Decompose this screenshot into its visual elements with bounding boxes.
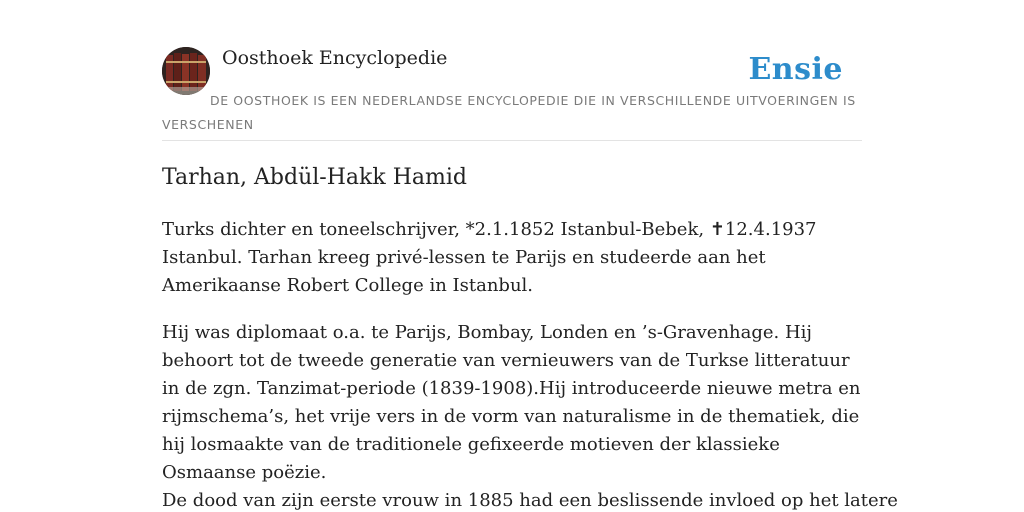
- site-tagline: DE OOSTHOEK IS EEN NEDERLANDSE ENCYCLOPEDIE DIE IN VERSCHILLENDE UITVOERINGEN IS VERSCHENEN: [162, 93, 856, 132]
- article-title: Tarhan, Abdül-Hakk Hamid: [162, 165, 467, 190]
- site-header: [162, 0, 862, 141]
- article-paragraph: De dood van zijn eerste vrouw in 1885 had een beslissende invloed op het latere: [162, 490, 898, 511]
- site-avatar[interactable]: [162, 47, 210, 95]
- encyclopedia-books-icon: [162, 47, 210, 95]
- content-column: [162, 0, 898, 511]
- article-paragraph: Hij was diplomaat o.a. te Parijs, Bombay, Londen en ’s-Gravenhage. Hij behoort tot de tweede generatie van vernieuwers van de Turkse litteratuur in de zgn. Tanzimat-periode (1839-1908).Hij introduceerde nieuwe metra en rijmschema’s, het vrije vers in de vorm van naturalisme in de thematiek, die hij losmaakte van de traditionele gefixeerde motieven der klassieke Osmaanse poëzie.: [162, 322, 861, 483]
- ensie-logo[interactable]: Ensie: [748, 52, 843, 87]
- article-paragraph: Turks dichter en toneelschrijver, *2.1.1852 Istanbul-Bebek, ✝12.4.1937 Istanbul. Tarhan kreeg privé-lessen te Parijs en studeerde aan het Amerikaanse Robert College in Istanbul.: [162, 219, 817, 296]
- site-name-link[interactable]: Oosthoek Encyclopedie: [222, 47, 448, 69]
